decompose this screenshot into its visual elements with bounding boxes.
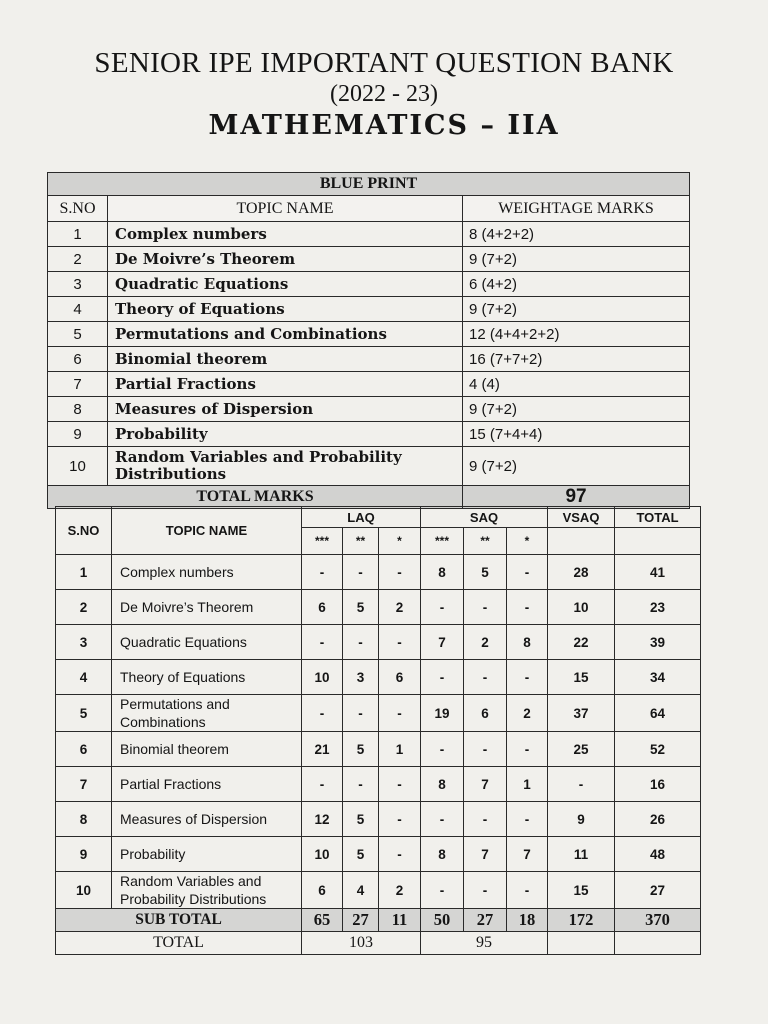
blue-print-row xyxy=(48,222,690,247)
cell-saq3: 8 xyxy=(421,555,464,590)
column-header-laq: LAQ xyxy=(302,507,421,528)
cell-total: 39 xyxy=(615,625,701,660)
cell-laq1: - xyxy=(379,802,421,837)
cell-saq3: 8 xyxy=(421,767,464,802)
blue-print-title-row xyxy=(48,173,690,196)
question-breakdown-table xyxy=(55,506,701,955)
row-sno: 5 xyxy=(48,322,108,347)
row-sno: 8 xyxy=(48,397,108,422)
subject-title: MATHEMATICS – IIA xyxy=(208,110,560,141)
breakdown-row xyxy=(56,590,701,625)
grand-total-total-cell xyxy=(615,932,701,955)
cell-total: 41 xyxy=(615,555,701,590)
row-weightage: 9 (7+2) xyxy=(463,447,690,486)
cell-laq1: 6 xyxy=(379,660,421,695)
row-sno: 7 xyxy=(48,372,108,397)
cell-laq1: - xyxy=(379,555,421,590)
cell-laq2: 5 xyxy=(343,732,379,767)
cell-laq2: 4 xyxy=(343,872,379,909)
cell-saq3: 19 xyxy=(421,695,464,732)
cell-saq2: 2 xyxy=(464,625,507,660)
cell-vsaq: 9 xyxy=(548,802,615,837)
row-sno: 10 xyxy=(56,872,112,909)
row-topic: Theory of Equations xyxy=(112,660,302,695)
cell-total: 23 xyxy=(615,590,701,625)
cell-laq2: - xyxy=(343,695,379,732)
cell-saq3: - xyxy=(421,590,464,625)
cell-saq1: 8 xyxy=(507,625,548,660)
row-topic: Random Variables and Probability Distributions xyxy=(108,447,463,486)
cell-saq1: - xyxy=(507,590,548,625)
cell-laq2: 5 xyxy=(343,802,379,837)
cell-laq3: 10 xyxy=(302,837,343,872)
row-sno: 6 xyxy=(56,732,112,767)
cell-total: 64 xyxy=(615,695,701,732)
saq-2-star-header: ** xyxy=(464,528,507,555)
cell-total: 16 xyxy=(615,767,701,802)
cell-saq3: - xyxy=(421,732,464,767)
cell-saq2: - xyxy=(464,590,507,625)
cell-total: 26 xyxy=(615,802,701,837)
vsaq-subheader-cell xyxy=(548,528,615,555)
cell-saq1: 7 xyxy=(507,837,548,872)
row-sno: 9 xyxy=(56,837,112,872)
row-weightage: 6 (4+2) xyxy=(463,272,690,297)
cell-laq1: - xyxy=(379,625,421,660)
sub-total-label: SUB TOTAL xyxy=(56,909,302,932)
cell-vsaq: 10 xyxy=(548,590,615,625)
breakdown-row xyxy=(56,732,701,767)
cell-saq3: 7 xyxy=(421,625,464,660)
cell-saq1: - xyxy=(507,660,548,695)
sub-total-saq2: 27 xyxy=(464,909,507,932)
laq-1-star-header: * xyxy=(379,528,421,555)
blue-print-row xyxy=(48,447,690,486)
cell-saq2: - xyxy=(464,660,507,695)
blue-print-row xyxy=(48,422,690,447)
cell-saq1: - xyxy=(507,732,548,767)
breakdown-row xyxy=(56,625,701,660)
cell-laq2: 3 xyxy=(343,660,379,695)
total-marks-label: TOTAL MARKS xyxy=(48,486,463,509)
row-topic: De Moivre’s Theorem xyxy=(112,590,302,625)
row-sno: 1 xyxy=(56,555,112,590)
row-sno: 4 xyxy=(48,297,108,322)
cell-laq2: 5 xyxy=(343,590,379,625)
cell-vsaq: 25 xyxy=(548,732,615,767)
sub-total-vsaq: 172 xyxy=(548,909,615,932)
total-marks-value: 97 xyxy=(463,486,690,509)
row-sno: 5 xyxy=(56,695,112,732)
row-topic: Quadratic Equations xyxy=(112,625,302,660)
cell-laq1: 1 xyxy=(379,732,421,767)
saq-1-star-header: * xyxy=(507,528,548,555)
column-header-total: TOTAL xyxy=(615,507,701,528)
blue-print-row xyxy=(48,247,690,272)
breakdown-row xyxy=(56,872,701,909)
cell-saq3: - xyxy=(421,802,464,837)
cell-total: 34 xyxy=(615,660,701,695)
breakdown-row xyxy=(56,555,701,590)
cell-vsaq: 28 xyxy=(548,555,615,590)
document-title: SENIOR IPE IMPORTANT QUESTION BANK xyxy=(94,47,674,79)
cell-saq2: 7 xyxy=(464,767,507,802)
blue-print-header-row xyxy=(48,196,690,222)
row-topic: Theory of Equations xyxy=(108,297,463,322)
column-header-sno: S.NO xyxy=(48,196,108,222)
cell-saq1: - xyxy=(507,555,548,590)
row-sno: 6 xyxy=(48,347,108,372)
row-weightage: 8 (4+2+2) xyxy=(463,222,690,247)
blue-print-row xyxy=(48,397,690,422)
column-header-weightage: WEIGHTAGE MARKS xyxy=(463,196,690,222)
cell-laq1: - xyxy=(379,695,421,732)
row-topic: De Moivre’s Theorem xyxy=(108,247,463,272)
total-subheader-cell xyxy=(615,528,701,555)
sub-total-saq3: 50 xyxy=(421,909,464,932)
blue-print-row xyxy=(48,322,690,347)
row-topic: Probability xyxy=(112,837,302,872)
cell-saq1: - xyxy=(507,872,548,909)
cell-laq2: - xyxy=(343,625,379,660)
row-topic: Permutations and Combinations xyxy=(108,322,463,347)
row-topic: Complex numbers xyxy=(112,555,302,590)
cell-laq3: 10 xyxy=(302,660,343,695)
cell-laq3: 21 xyxy=(302,732,343,767)
cell-saq2: 6 xyxy=(464,695,507,732)
row-topic: Binomial theorem xyxy=(108,347,463,372)
row-weightage: 15 (7+4+4) xyxy=(463,422,690,447)
row-topic: Measures of Dispersion xyxy=(112,802,302,837)
cell-saq3: - xyxy=(421,872,464,909)
column-header-topic: TOPIC NAME xyxy=(112,507,302,555)
sub-total-laq2: 27 xyxy=(343,909,379,932)
saq-3-star-header: *** xyxy=(421,528,464,555)
grand-total-laq: 103 xyxy=(302,932,421,955)
cell-vsaq: 37 xyxy=(548,695,615,732)
row-topic: Binomial theorem xyxy=(112,732,302,767)
cell-saq1: 1 xyxy=(507,767,548,802)
sub-total-laq1: 11 xyxy=(379,909,421,932)
cell-laq3: 6 xyxy=(302,872,343,909)
column-header-saq: SAQ xyxy=(421,507,548,528)
blue-print-table xyxy=(47,172,690,509)
blue-print-row xyxy=(48,297,690,322)
grand-total-vsaq-cell xyxy=(548,932,615,955)
row-topic: Complex numbers xyxy=(108,222,463,247)
column-header-topic: TOPIC NAME xyxy=(108,196,463,222)
row-sno: 7 xyxy=(56,767,112,802)
cell-total: 27 xyxy=(615,872,701,909)
row-sno: 10 xyxy=(48,447,108,486)
row-sno: 4 xyxy=(56,660,112,695)
blue-print-title: BLUE PRINT xyxy=(48,173,690,196)
page-header xyxy=(0,46,768,144)
blue-print-row xyxy=(48,372,690,397)
cell-saq3: - xyxy=(421,660,464,695)
column-header-sno: S.NO xyxy=(56,507,112,555)
row-weightage: 9 (7+2) xyxy=(463,397,690,422)
breakdown-row xyxy=(56,695,701,732)
cell-laq3: - xyxy=(302,555,343,590)
cell-saq1: - xyxy=(507,802,548,837)
sub-total-total: 370 xyxy=(615,909,701,932)
cell-laq2: - xyxy=(343,555,379,590)
row-sno: 3 xyxy=(48,272,108,297)
laq-3-star-header: *** xyxy=(302,528,343,555)
cell-laq3: 12 xyxy=(302,802,343,837)
row-sno: 1 xyxy=(48,222,108,247)
cell-laq2: 5 xyxy=(343,837,379,872)
cell-vsaq: 15 xyxy=(548,872,615,909)
row-sno: 9 xyxy=(48,422,108,447)
row-topic: Permutations and Combinations xyxy=(112,695,302,732)
breakdown-row xyxy=(56,660,701,695)
cell-laq3: - xyxy=(302,625,343,660)
row-topic: Random Variables and Probability Distributions xyxy=(112,872,302,909)
cell-saq2: - xyxy=(464,732,507,767)
row-sno: 8 xyxy=(56,802,112,837)
row-weightage: 12 (4+4+2+2) xyxy=(463,322,690,347)
row-weightage: 9 (7+2) xyxy=(463,297,690,322)
cell-laq1: - xyxy=(379,767,421,802)
row-weightage: 16 (7+7+2) xyxy=(463,347,690,372)
row-topic: Partial Fractions xyxy=(112,767,302,802)
academic-year: (2022 - 23) xyxy=(330,81,438,107)
row-weightage: 9 (7+2) xyxy=(463,247,690,272)
grand-total-label: TOTAL xyxy=(56,932,302,955)
row-sno: 3 xyxy=(56,625,112,660)
grand-total-saq: 95 xyxy=(421,932,548,955)
row-weightage: 4 (4) xyxy=(463,372,690,397)
breakdown-row xyxy=(56,802,701,837)
cell-saq2: - xyxy=(464,872,507,909)
breakdown-row xyxy=(56,837,701,872)
cell-laq1: 2 xyxy=(379,872,421,909)
sub-total-laq3: 65 xyxy=(302,909,343,932)
cell-laq1: 2 xyxy=(379,590,421,625)
breakdown-row xyxy=(56,767,701,802)
grand-total-row xyxy=(56,932,701,955)
cell-saq2: 7 xyxy=(464,837,507,872)
column-header-vsaq: VSAQ xyxy=(548,507,615,528)
cell-total: 52 xyxy=(615,732,701,767)
blue-print-row xyxy=(48,272,690,297)
row-sno: 2 xyxy=(56,590,112,625)
cell-vsaq: - xyxy=(548,767,615,802)
cell-laq3: - xyxy=(302,767,343,802)
cell-vsaq: 11 xyxy=(548,837,615,872)
row-topic: Quadratic Equations xyxy=(108,272,463,297)
sub-total-row xyxy=(56,909,701,932)
cell-total: 48 xyxy=(615,837,701,872)
cell-saq2: - xyxy=(464,802,507,837)
cell-vsaq: 22 xyxy=(548,625,615,660)
cell-saq2: 5 xyxy=(464,555,507,590)
breakdown-header-row xyxy=(56,507,701,528)
blue-print-row xyxy=(48,347,690,372)
cell-laq2: - xyxy=(343,767,379,802)
row-sno: 2 xyxy=(48,247,108,272)
row-topic: Measures of Dispersion xyxy=(108,397,463,422)
cell-laq1: - xyxy=(379,837,421,872)
row-topic: Partial Fractions xyxy=(108,372,463,397)
cell-laq3: - xyxy=(302,695,343,732)
cell-saq3: 8 xyxy=(421,837,464,872)
sub-total-saq1: 18 xyxy=(507,909,548,932)
cell-saq1: 2 xyxy=(507,695,548,732)
row-topic: Probability xyxy=(108,422,463,447)
laq-2-star-header: ** xyxy=(343,528,379,555)
cell-laq3: 6 xyxy=(302,590,343,625)
cell-vsaq: 15 xyxy=(548,660,615,695)
